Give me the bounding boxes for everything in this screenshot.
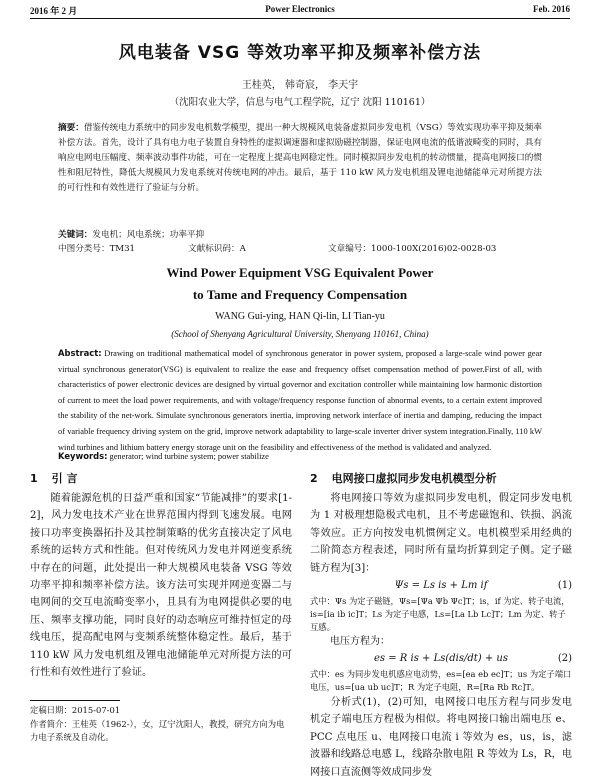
abstract-zh-text: 借鉴传统电力系统中的同步发电机数学模型，提出一种大规模风电装备虚拟同步发电机（VSG）等效实现功率平抑及频率补偿方法。首先，设计了具有电力电子装置自身特性的虚拟调速器和虚拟励磁控制器，保证电网电流的低谐波畸变的同时，具有响应电网电压幅度、频率波动事件功能，可在一定程度上提高电网稳定性。同时模拟同步发电机的转动惯量，提高电网接口的惯性和阻尼特性，降低大规模风力发电系统对传统电网的冲击。最后，基于 110 kW 风力发电机组及锂电池储能单元对所提方法的可行性和有效性进行了验证与分析。 xyxy=(58,123,542,193)
right-column xyxy=(310,470,572,781)
article-number: 文章编号：1000-100X(2016)02-0028-03 xyxy=(328,244,497,254)
header-journal: Power Electronics xyxy=(265,4,335,14)
keywords-zh xyxy=(58,228,542,240)
left-column xyxy=(30,470,292,681)
equation-2-intro: 电压方程为： xyxy=(330,636,390,648)
footnote-divider xyxy=(30,700,120,701)
authors-en: WANG Gui-ying, HAN Qi-lin, LI Tian-yu xyxy=(215,311,385,322)
abstract-en-label: Abstract: xyxy=(58,348,102,358)
keywords-zh-text: 发电机；风电系统；功率平抑 xyxy=(92,230,205,240)
title-en-line-1: Wind Power Equipment VSG Equivalent Power xyxy=(166,265,434,280)
header-date-en: Feb. 2016 xyxy=(533,4,570,14)
section-1-paragraph: 随着能源危机的日益严重和国家“节能减排”的要求[1-2]，风力发电技术产业在世界范围内得到飞速发展。电网接口功率变换器拓扑及其控制策略的优劣直接决定了风电系统的运转方式和性能。但对传统风力发电并网逆变系统中存在的问题，此处提出一种大规模风电装备 VSG 等效功率平抑和频率补偿方法。该方法可实现并网逆变器二与电网间的交互电流畸变率小，且具有为电网提供必要的电压、频率支撑功能，同时良好的动态响应可维持恒定的母线电压，提高配电网与变频系统整体稳定性。最后，基于 110 kW 风力发电机组及锂电池储能单元对所提方法的可行性和有效性进行了验证。 xyxy=(30,493,292,679)
section-2-number: 2 xyxy=(310,472,318,485)
equation-2-note: 式中：es 为同步发电机感应电动势，es=[ea eb ec]T；us 为定子端口电压，us=[ua ub uc]T；R 为定子电阻，R=[Ra Rb Rc]T。 xyxy=(310,669,572,693)
affiliation-zh: （沈阳农业大学，信息与电气工程学院，辽宁 沈阳 110161） xyxy=(169,97,431,108)
equation-2-number: (2) xyxy=(557,653,572,665)
title-en-line-2: to Tame and Frequency Compensation xyxy=(192,287,408,302)
header-date: 2016 年 2 月 xyxy=(30,6,78,16)
section-2-analysis: 分析式(1)，(2)可知，电网接口电压方程与同步发电机定子端电压方程极为相似。将电网接口输出端电压 e、PCC 点电压 u、电网接口电流 i 等效为 es，us，is，滤波器和线路总电感 L，线路杂散电阻 R 等效为 Ls，R，电网接口直流侧等效成同步发 xyxy=(310,697,572,778)
abstract-zh-label: 摘要： xyxy=(58,123,84,133)
abstract-en-text: Drawing on traditional mathematical model of synchronous generator in power system, proposed a large-scale wind power gear virtual synchronous generator(VSG) is equivalent to realize the ease and frequency offset compensation method of power.First of all, with characteristics of power electronic devices are designed by virtual governor and excitation controller while maintaining low harmonic distortion of current to meet the load power requirements, and with voltage/frequency response function of abnormal events, to a certain extent improved the stability of the net-work. Simulate synchronous generators inertia, improving network interface of inertia and damping, reducing the impact of variable frequency driving system on the grid, improve network adaptability to large-scale inverter driver system integration.Finally, 110 kW wind turbines and lithium battery energy storage unit on the feasibility and effectiveness of the method is validated and analyzed. xyxy=(58,349,543,452)
section-1-heading xyxy=(30,470,292,490)
section-1-number: 1 xyxy=(30,472,38,485)
keywords-zh-label: 关键词： xyxy=(58,230,93,240)
abstract-zh xyxy=(58,121,542,196)
paper-title-en xyxy=(0,262,600,306)
keywords-en-label: Keywords: xyxy=(58,451,108,461)
footnote-received: 定稿日期：2015-07-01 xyxy=(30,705,121,715)
section-2-intro: 将电网接口等效为虚拟同步发电机，假定同步发电机为 1 对极理想隐极式电机，且不考虑磁饱和、铁损、涡流等效应。正方向按发电机惯例定义。电机模型采用经典的二阶简态方程表述，同时所有量均折算到定子侧。定子磁链方程为[3]： xyxy=(310,493,572,574)
authors-zh: 王桂英， 韩奇宸， 李天宇 xyxy=(241,80,359,91)
clc-number: 中图分类号：TM31 xyxy=(58,244,136,254)
keywords-en-text: generator; wind turbine system; power stabilize xyxy=(109,452,269,461)
section-2-title: 电网接口虚拟同步发电机模型分析 xyxy=(331,472,497,485)
equation-1 xyxy=(310,577,572,595)
paper-title-zh: 风电装备 VSG 等效功率平抑及频率补偿方法 xyxy=(118,43,482,63)
keywords-en xyxy=(58,451,542,461)
equation-1-note: 式中：Ψs 为定子磁链，Ψs=[Ψa Ψb Ψc]T；is，if 为定、转子电流，is=[ia ib ic]T；Ls 为定子电感，Ls=[La Lb Lc]T；Lm 为定、转子互感。 xyxy=(310,596,570,633)
abstract-en xyxy=(58,346,542,455)
affiliation-en: (School of Shenyang Agricultural University, Shenyang 110161, China) xyxy=(171,329,429,339)
document-code: 文献标识码：A xyxy=(188,244,246,254)
section-1-title: 引 言 xyxy=(51,472,78,485)
equation-1-number: (1) xyxy=(557,580,572,592)
running-header xyxy=(30,4,570,19)
equation-1-expression: Ψs = Ls is + Lm if xyxy=(394,580,488,592)
equation-2-expression: es = R is + Ls(dis/dt) + us xyxy=(374,653,508,665)
footnote-author: 作者简介：王桂英（1962-），女，辽宁沈阳人，教授，研究方向为电力电子系统及自动化。 xyxy=(30,719,285,742)
equation-2 xyxy=(310,650,572,668)
section-2-heading xyxy=(310,470,572,490)
